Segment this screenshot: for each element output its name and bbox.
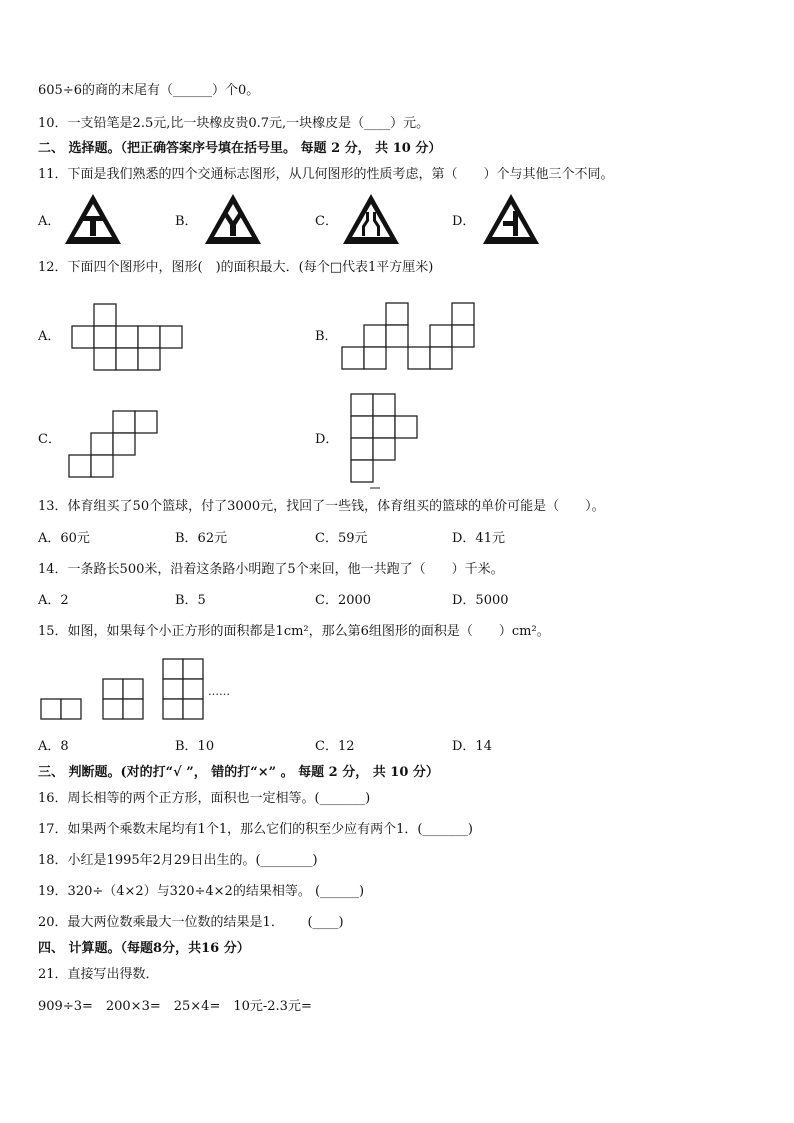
q11-option-d: D．	[452, 214, 476, 229]
q12-option-d: D．	[315, 432, 339, 447]
q12-figure-b	[341, 302, 481, 374]
q11-option-a: A．	[38, 214, 61, 229]
q12-option-b: B．	[315, 329, 338, 344]
q15-figure-3	[162, 658, 206, 722]
question-19: 19．320÷（4×2）与320÷4×2的结果相等。 (______)	[38, 884, 365, 899]
section-2-heading: 二、 选择题。（把正确答案序号填在括号里。 每题 2 分， 共 10 分）	[38, 141, 442, 156]
q13-option-d: D．41元	[452, 531, 505, 546]
question-13: 13．体育组买了50个篮球，付了3000元，找回了一些钱，体育组买的篮球的单价可能是（ ）。	[38, 499, 605, 514]
q11-option-b: B．	[175, 214, 198, 229]
section-3-heading: 三、 判断题。(对的打“√ ”， 错的打“×” 。 每题 2 分， 共 10 分）	[38, 765, 439, 780]
question-20: 20．最大两位数乘最大一位数的结果是1． (____)	[38, 915, 344, 930]
q14-option-a: A．2	[38, 593, 69, 608]
side-road-sign-icon	[481, 192, 541, 246]
q15-option-d: D．14	[452, 739, 492, 754]
q13-option-b: B．62元	[175, 531, 228, 546]
q11-option-c: C．	[315, 214, 338, 229]
q14-option-c: C．2000	[315, 593, 372, 608]
q12-figure-a	[71, 303, 186, 373]
question-21: 21．直接写出得数．	[38, 967, 159, 982]
question-16: 16．周长相等的两个正方形，面积也一定相等。(_______)	[38, 791, 371, 806]
q13-option-c: C．59元	[315, 531, 368, 546]
t-junction-sign-icon	[63, 192, 123, 246]
road-narrows-sign-icon	[341, 192, 401, 246]
q12-option-a: A．	[38, 329, 61, 344]
q15-option-c: C．12	[315, 739, 355, 754]
q15-figure-1	[40, 698, 84, 722]
q15-figure-2	[102, 678, 146, 722]
q14-option-d: D．5000	[452, 593, 509, 608]
q15-ellipsis: ……	[208, 685, 230, 698]
section-4-heading: 四、 计算题。（每题8分，共16 分）	[38, 941, 250, 956]
question-12: 12．下面四个图形中，图形( )的面积最大．(每个□代表1平方厘米)	[38, 260, 434, 275]
question-17: 17．如果两个乘数末尾均有1个1，那么它们的积至少应有两个1．(_______)	[38, 822, 473, 837]
question-11: 11．下面是我们熟悉的四个交通标志图形，从几何图形的性质考虑，第（ ）个与其他三个不同。	[38, 167, 614, 182]
q15-option-a: A．8	[38, 739, 69, 754]
q13-option-a: A．60元	[38, 531, 90, 546]
q12-option-c: C．	[38, 432, 61, 447]
question-9: 605÷6的商的末尾有（______）个0。	[38, 83, 260, 98]
q14-option-b: B．5	[175, 593, 206, 608]
question-18: 18．小红是1995年2月29日出生的。(________)	[38, 853, 318, 868]
question-15: 15．如图，如果每个小正方形的面积都是1cm²，那么第6组图形的面积是（ ）cm²。	[38, 624, 550, 639]
calc-expressions: 909÷3= 200×3= 25×4= 10元-2.3元=	[38, 999, 312, 1014]
question-14: 14．一条路长500米，沿着这条路小明跑了5个来回，他一共跑了（ ）千米。	[38, 562, 504, 577]
y-junction-sign-icon	[203, 192, 263, 246]
q15-option-b: B．10	[175, 739, 215, 754]
q12-figure-d	[350, 393, 422, 493]
q12-figure-c	[68, 410, 163, 482]
question-10: 10．一支铅笔是2.5元,比一块橡皮贵0.7元,一块橡皮是（____）元。	[38, 116, 430, 131]
